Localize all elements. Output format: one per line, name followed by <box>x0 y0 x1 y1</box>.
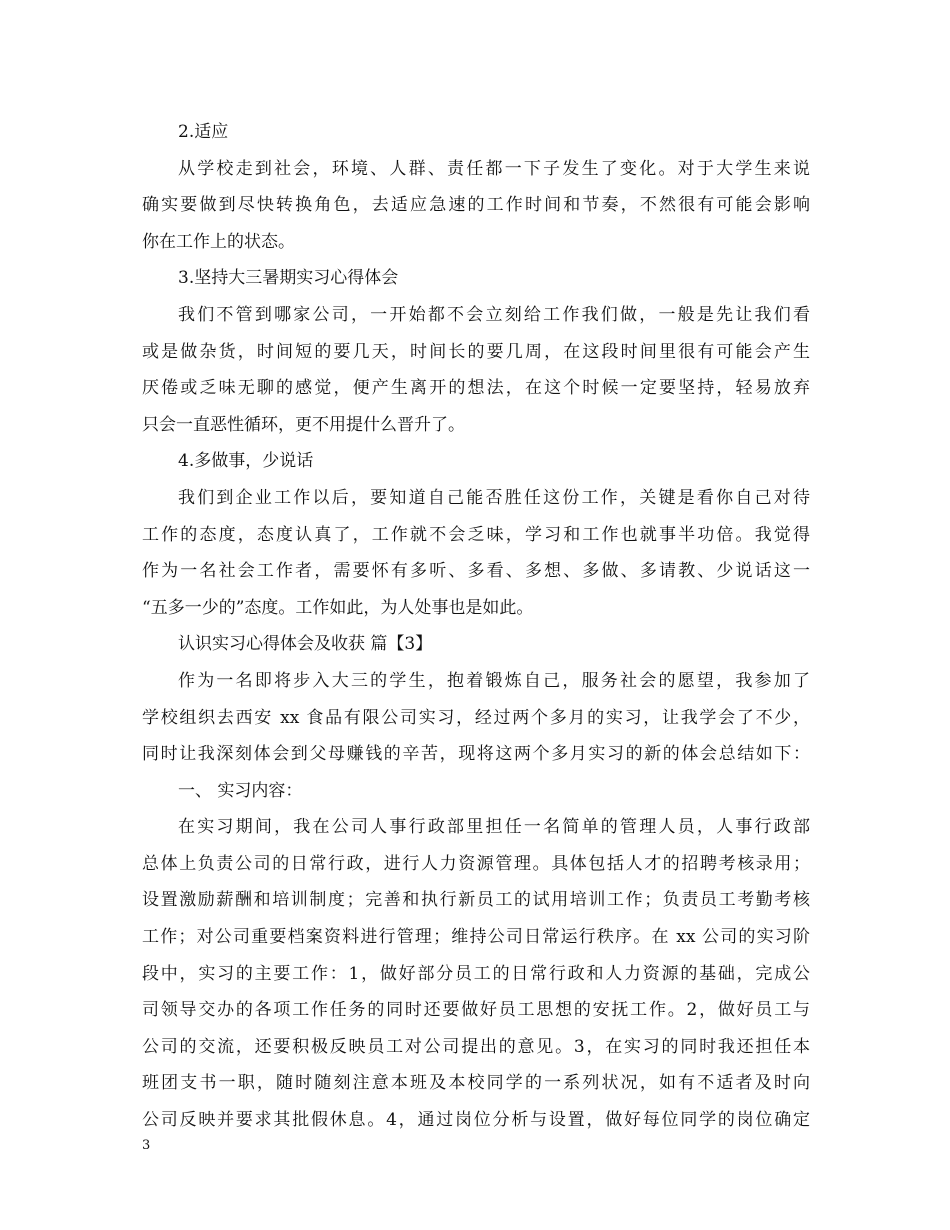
text-line: 工作的态度，态度认真了，工作就不会乏味，学习和工作也就事半功倍。我觉得 <box>142 524 810 545</box>
page-number: 3 <box>142 1138 151 1153</box>
text-line: 作为一名社会工作者，需要怀有多听、多看、多想、多做、多请教、少说话这一 <box>142 561 810 582</box>
text-line: 作为一名即将步入大三的学生，抱着锻炼自己，服务社会的愿望，我参加了 <box>178 670 810 691</box>
text-line: 厌倦或乏味无聊的感觉，便产生离开的想法，在这个时候一定要坚持，轻易放弃 <box>142 378 810 399</box>
text-line: 学校组织去西安 xx 食品有限公司实习，经过两个多月的实习，让我学会了不少， <box>142 707 810 728</box>
text-line: 工作；对公司重要档案资料进行管理；维持公司日常运行秩序。在 xx 公司的实习阶 <box>142 927 810 948</box>
text-line: 段中，实习的主要工作：1，做好部分员工的日常行政和人力资源的基础，完成公 <box>142 963 810 984</box>
text-line: 我们到企业工作以后，要知道自己能否胜任这份工作，关键是看你自己对待 <box>178 487 810 508</box>
text-line: 设置激励薪酬和培训制度；完善和执行新员工的试用培训工作；负责员工考勤考核 <box>142 890 810 911</box>
text-line: 从学校走到社会，环境、人群、责任都一下子发生了变化。对于大学生来说 <box>178 158 810 179</box>
text-line: 3.坚持大三暑期实习心得体会 <box>178 268 399 289</box>
text-line: 一、 实习内容： <box>178 780 303 801</box>
text-line: 4.多做事，少说话 <box>178 451 314 472</box>
text-line: 公司的交流，还要积极反映员工对公司提出的意见。3，在实习的同时我还担任本 <box>142 1036 810 1057</box>
text-line: 你在工作上的状态。 <box>142 231 295 252</box>
text-line: 司领导交办的各项工作任务的同时还要做好员工思想的安抚工作。2，做好员工与 <box>142 1000 810 1021</box>
text-line: 公司反映并要求其批假休息。4，通过岗位分析与设置，做好每位同学的岗位确定 <box>142 1110 810 1131</box>
text-line: 确实要做到尽快转换角色，去适应急速的工作时间和节奏，不然很有可能会影响 <box>142 195 810 216</box>
text-line: 同时让我深刻体会到父母赚钱的辛苦，现将这两个多月实习的新的体会总结如下： <box>142 744 810 765</box>
document-body <box>142 114 810 1139</box>
text-line: 班团支书一职，随时随刻注意本班及本校同学的一系列状况，如有不适者及时向 <box>142 1073 810 1094</box>
text-line: 我们不管到哪家公司，一开始都不会立刻给工作我们做，一般是先让我们看 <box>178 304 810 325</box>
text-line: 在实习期间，我在公司人事行政部里担任一名简单的管理人员，人事行政部 <box>178 817 810 838</box>
text-line: “五多一少的”态度。工作如此，为人处事也是如此。 <box>142 597 534 618</box>
text-line: 认识实习心得体会及收获 篇【3】 <box>178 634 433 655</box>
text-line: 或是做杂货，时间短的要几天，时间长的要几周，在这段时间里很有可能会产生 <box>142 341 810 362</box>
text-line: 2.适应 <box>178 122 229 142</box>
text-line: 只会一直恶性循环，更不用提什么晋升了。 <box>142 414 465 435</box>
text-line: 总体上负责公司的日常行政，进行人力资源管理。具体包括人才的招聘考核录用； <box>142 853 810 874</box>
